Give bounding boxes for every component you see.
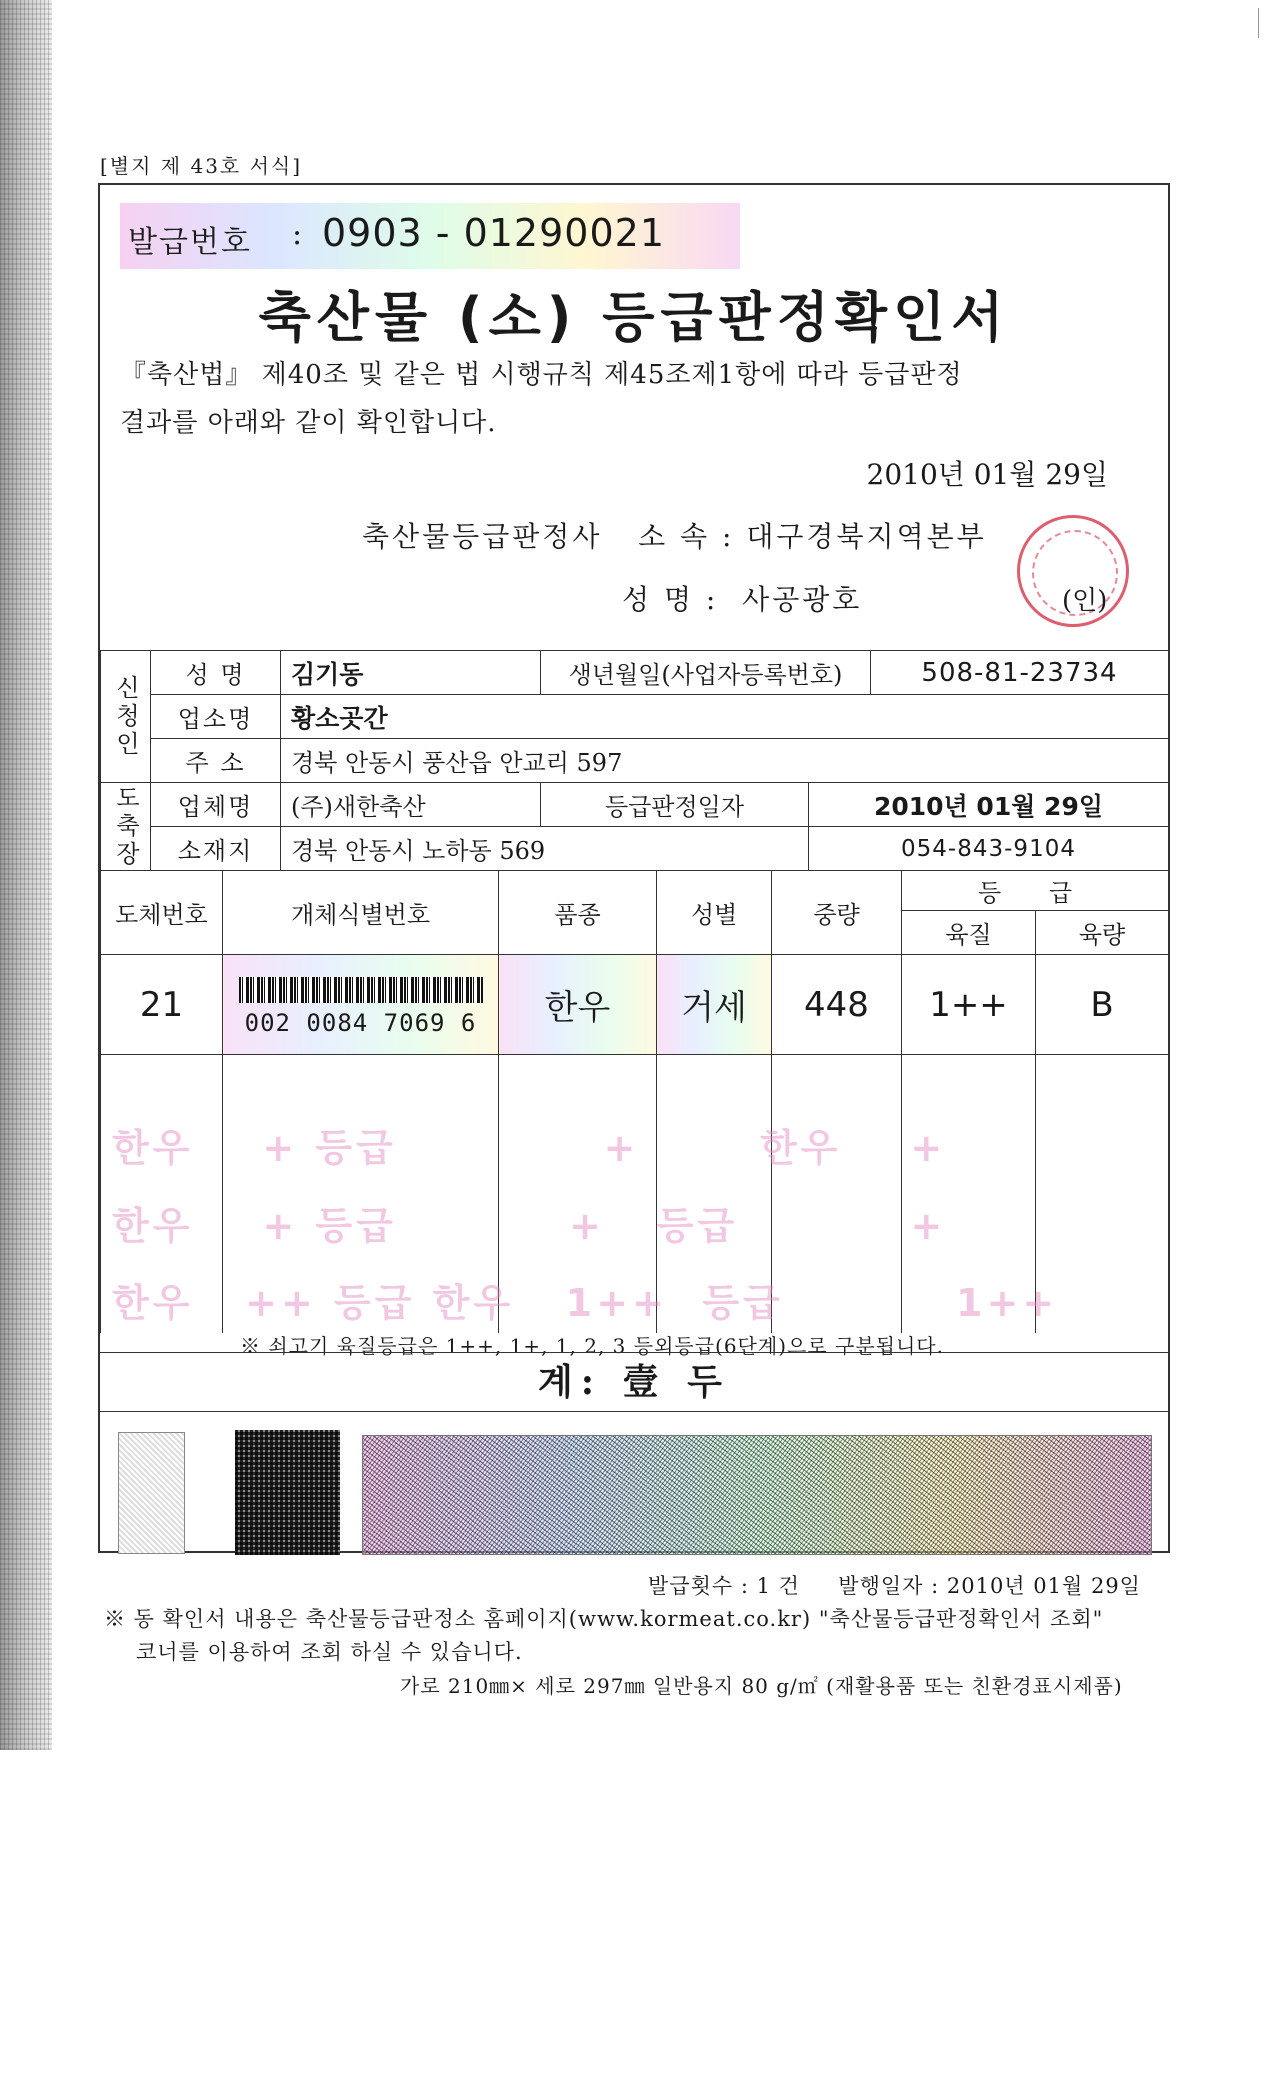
notice-line-2: 코너를 이용하여 조회 하실 수 있습니다.	[136, 1640, 523, 1664]
applicant-table	[100, 650, 1169, 783]
header-sex: 성별	[657, 871, 772, 955]
grade-table	[100, 870, 1169, 1333]
location-label: 소재지	[151, 827, 281, 871]
security-code-2	[235, 1430, 340, 1555]
issue-info	[648, 1570, 1141, 1600]
slaughterhouse-group-label: 도축장	[101, 783, 151, 871]
address: 경북 안동시 풍산읍 안교리 597	[281, 739, 1169, 783]
header-id-no: 개체식별번호	[223, 871, 499, 955]
scan-edge	[0, 0, 52, 1750]
grader-org-label: 소 속	[638, 520, 711, 553]
header-breed: 품종	[499, 871, 657, 955]
legal-text	[120, 351, 1150, 447]
sex: 거세	[657, 955, 772, 1055]
document-date: 2010년 01월 29일	[866, 458, 1108, 491]
grader-title: 축산물등급판정사	[362, 520, 603, 553]
applicant-group-label: 신청인	[101, 651, 151, 783]
certificate-frame	[98, 183, 1170, 1553]
header-meat-quality: 육질	[902, 911, 1036, 955]
form-label: [별지 제 43호 서식]	[100, 154, 303, 178]
grader-org-value: 대구경북지역본부	[746, 520, 987, 553]
notice-line-1: ※ 동 확인서 내용은 축산물등급판정소 홈페이지(www.kormeat.co.kr) "축산물등급판정확인서 조회"	[104, 1607, 1104, 1631]
grader-name-value: 사공광호	[742, 583, 863, 616]
grade-note: ※ 쇠고기 육질등급은 1++, 1+, 1, 2, 3 등외등급(6단계)으로 구분됩니다.	[240, 1334, 944, 1358]
document-title: 축산물 (소) 등급판정확인서	[258, 286, 1010, 349]
business-name: 황소곳간	[281, 695, 1169, 739]
security-watermark: 한우 ++ 등급 한우 1++ 등급 1++	[112, 1281, 1059, 1325]
legal-text-line-2: 결과를 아래와 같이 확인합니다.	[120, 408, 497, 438]
header-meat-yield: 육량	[1036, 911, 1169, 955]
meat-yield: B	[1036, 955, 1169, 1055]
carcass-no: 21	[101, 955, 223, 1055]
weight: 448	[772, 955, 902, 1055]
security-code-1	[118, 1432, 185, 1554]
applicant-name-label: 성 명	[151, 651, 281, 695]
id-no-cell	[223, 955, 499, 1055]
business-name-label: 업소명	[151, 695, 281, 739]
judge-date-label: 등급판정일자	[541, 783, 809, 827]
address-label: 주 소	[151, 739, 281, 783]
issue-number-label: 발급번호	[128, 225, 252, 260]
scan-mark	[1258, 8, 1259, 38]
issue-count: 발급횟수 : 1 건	[648, 1574, 800, 1598]
id-no: 002 0084 7069 6	[244, 1008, 477, 1037]
meat-quality: 1++	[902, 955, 1036, 1055]
slaughterhouse-table	[100, 782, 1169, 871]
grader-name-label: 성 명	[622, 583, 694, 616]
judge-date: 2010년 01월 29일	[809, 783, 1169, 827]
issue-number-separator: :	[292, 217, 303, 252]
legal-text-line-1: 『축산법』 제40조 및 같은 법 시행규칙 제45조제1항에 따라 등급판정	[120, 360, 963, 390]
issue-number: 0903 - 01290021	[322, 211, 665, 255]
birth-label: 생년월일(사업자등록번호)	[541, 651, 871, 695]
applicant-name: 김기동	[281, 651, 541, 695]
business-reg-number: 508-81-23734	[871, 651, 1169, 695]
security-watermark: 한우 + 등급 + 등급 +	[112, 1204, 947, 1248]
grader-name-line: 성 명 : 사공광호	[622, 583, 863, 616]
company-name: (주)새한축산	[281, 783, 541, 827]
company-label: 업체명	[151, 783, 281, 827]
issue-number-box	[120, 203, 740, 269]
issue-date: 발행일자 : 2010년 01월 29일	[838, 1574, 1141, 1598]
seal-mark: (인)	[1062, 586, 1108, 616]
security-pattern	[362, 1435, 1152, 1555]
barcode	[239, 977, 483, 1003]
header-weight: 중량	[772, 871, 902, 955]
header-carcass-no: 도체번호	[101, 871, 223, 955]
header-grade: 등 급	[902, 871, 1169, 911]
security-watermark: 한우 + 등급 + 한우 +	[112, 1126, 947, 1170]
phone: 054-843-9104	[809, 827, 1169, 871]
breed: 한우	[499, 955, 657, 1055]
grader-org-line: 축산물등급판정사 소 속 : 대구경북지역본부	[362, 520, 987, 553]
location: 경북 안동시 노하동 569	[281, 827, 809, 871]
paper-spec: 가로 210㎜× 세로 297㎜ 일반용지 80 g/㎡ (재활용품 또는 친환경표시제품)	[400, 1674, 1123, 1698]
total-count: 계: 壹 두	[100, 1352, 1168, 1412]
